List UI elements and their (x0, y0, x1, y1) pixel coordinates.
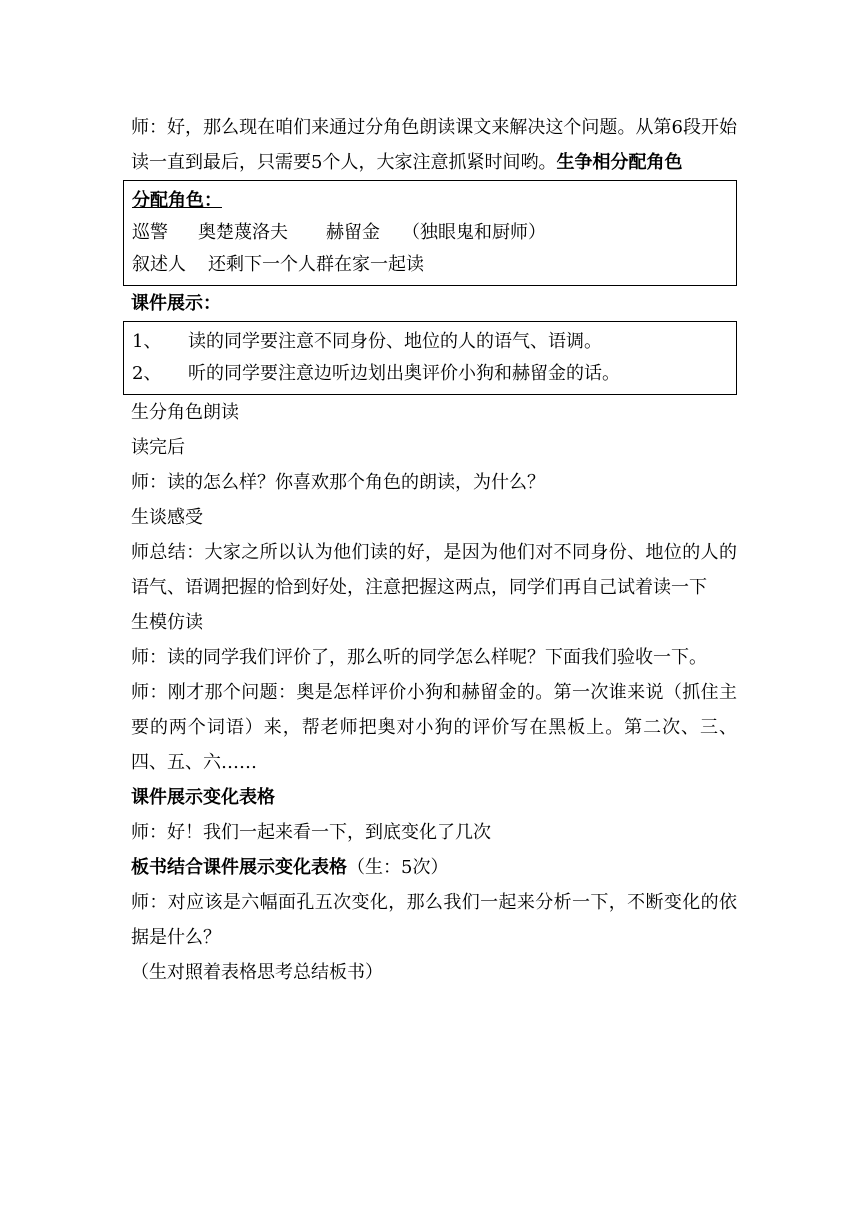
role-assignment-box (123, 180, 737, 286)
line-role-reading: 生分角色朗读 (131, 402, 239, 423)
item-text: 读的同学要注意不同身份、地位的人的语气、语调。 (188, 331, 602, 352)
teacher-intro-text: 师：好，那么现在咱们来通过分角色朗读课文来解决这个问题。从第6段开始读一直到最后，只需要5个人，大家注意抓紧时间哟。 (131, 117, 737, 173)
line-blackboard (131, 850, 737, 885)
item-number: 2、 (132, 363, 162, 384)
student-action-text: 生争相分配角色 (556, 152, 683, 173)
paragraph-listener-check: 师：读的同学我们评价了，那么听的同学怎么样呢？下面我们验收一下。 (131, 647, 707, 668)
role-ochumelov: 奥楚蔑洛夫 (198, 222, 288, 243)
paragraph-analysis: 师：对应该是六幅面孔五次变化，那么我们一起来分析一下，不断变化的依据是什么？ (131, 892, 737, 948)
item-number: 1、 (132, 331, 162, 352)
line-imitation-reading: 生模仿读 (131, 612, 203, 633)
line-student-summary: （生对照着表格思考总结板书） (131, 962, 383, 983)
role-rest: 还剩下一个人群在家一起读 (208, 254, 424, 275)
line-teacher-question: 师：读的怎么样？你喜欢那个角色的朗读，为什么？ (131, 472, 545, 493)
courseware-heading: 课件展示： (131, 293, 221, 314)
role-box-title: 分配角色： (132, 190, 222, 211)
role-policeman: 巡警 (132, 222, 168, 243)
roles-line-1 (132, 217, 736, 249)
role-khryukin: 赫留金 (326, 222, 380, 243)
line-after-reading: 读完后 (131, 437, 185, 458)
blackboard-heading: 板书结合课件展示变化表格 (131, 857, 347, 878)
line-count-changes: 师：好！我们一起来看一下，到底变化了几次 (131, 822, 491, 843)
item-text: 听的同学要注意边听边划出奥评价小狗和赫留金的话。 (188, 363, 620, 384)
roles-line-2 (132, 249, 736, 281)
line-student-feelings: 生谈感受 (131, 507, 203, 528)
role-narrator: 叙述人 (132, 254, 186, 275)
paragraph-evaluation-question: 师：刚才那个问题：奥是怎样评价小狗和赫留金的。第一次谁来说（抓住主要的两个词语）来，帮老师把奥对小狗的评价写在黑板上。第二次、三、四、五、六…… (131, 682, 737, 773)
courseware-item-1 (132, 326, 736, 358)
document-page (131, 110, 737, 990)
role-others: （独眼鬼和厨师） (402, 222, 546, 243)
paragraph-intro (131, 110, 737, 180)
student-answer: （生：5次） (347, 857, 449, 878)
heading-change-table: 课件展示变化表格 (131, 787, 275, 808)
paragraph-teacher-summary: 师总结：大家之所以认为他们读的好，是因为他们对不同身份、地位的人的语气、语调把握的恰到好处，注意把握这两点，同学们再自己试着读一下 (131, 542, 737, 598)
courseware-box (123, 321, 737, 395)
courseware-item-2 (132, 358, 736, 390)
